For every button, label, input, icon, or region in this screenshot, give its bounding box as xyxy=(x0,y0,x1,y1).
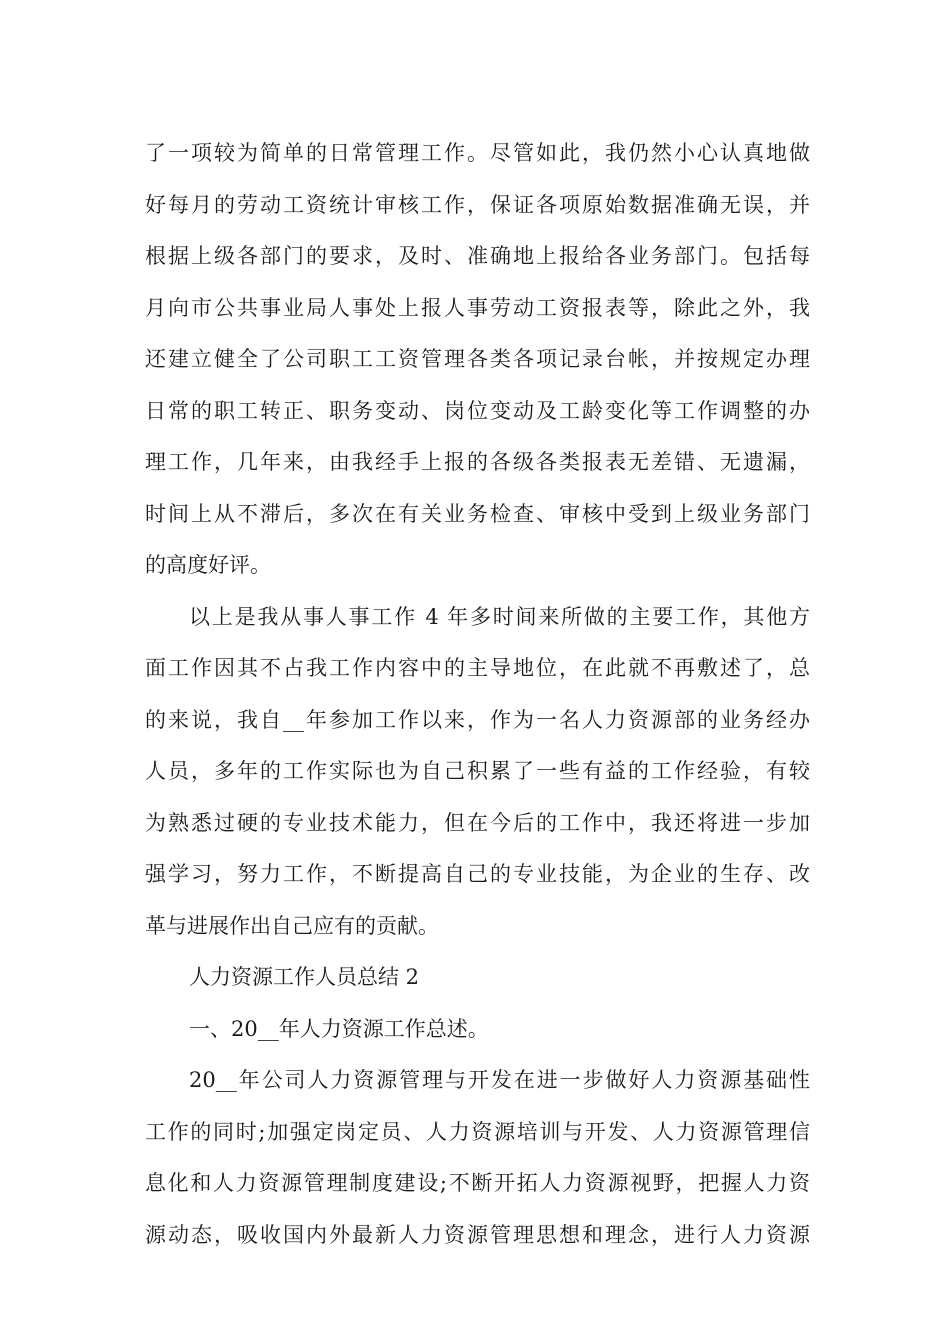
text-line-5: 还建立健全了公司职工工资管理各类各项记录台帐，并按规定办理 xyxy=(145,347,810,371)
text-line-21: 息化和人力资源管理制度建设;不断开拓人力资源视野，把握人力资 xyxy=(145,1171,810,1195)
text-line-7: 理工作，几年来，由我经手上报的各级各类报表无差错、无遗漏， xyxy=(145,450,810,474)
text-line-3: 根据上级各部门的要求，及时、准确地上报给各业务部门。包括每 xyxy=(145,244,810,268)
text-line-9: 的高度好评。 xyxy=(145,553,271,577)
text-line-1: 了一项较为简单的日常管理工作。尽管如此，我仍然小心认真地做 xyxy=(145,141,810,165)
section-heading: 人力资源工作人员总结 2 xyxy=(189,965,420,989)
subsection-heading: 一、20__年人力资源工作总述。 xyxy=(189,1016,489,1041)
text-line-6: 日常的职工转正、职务变动、岗位变动及工龄变化等工作调整的办 xyxy=(145,398,810,423)
text-line-13: 人员，多年的工作实际也为自己积累了一些有益的工作经验，有较 xyxy=(145,759,810,783)
document-body xyxy=(145,128,810,1261)
text-line-15: 强学习，努力工作，不断提高自己的专业技能，为企业的生存、改 xyxy=(145,862,810,886)
text-line-12: 的来说，我自__年参加工作以来，作为一名人力资源部的业务经办 xyxy=(145,707,810,732)
text-line-4: 月向市公共事业局人事处上报人事劳动工资报表等，除此之外，我 xyxy=(145,295,810,320)
text-line-20: 工作的同时;加强定岗定员、人力资源培训与开发、人力资源管理信 xyxy=(145,1119,810,1144)
text-line-8: 时间上从不滞后，多次在有关业务检查、审核中受到上级业务部门 xyxy=(145,501,810,526)
text-line-2: 好每月的劳动工资统计审核工作，保证各项原始数据准确无误，并 xyxy=(145,192,810,217)
text-line-22: 源动态，吸收国内外最新人力资源管理思想和理念，进行人力资源 xyxy=(145,1222,810,1247)
text-line-11: 面工作因其不占我工作内容中的主导地位，在此就不再敷述了，总 xyxy=(145,656,810,680)
text-line-16: 革与进展作出自己应有的贡献。 xyxy=(145,913,439,938)
text-line-19: 20__年公司人力资源管理与开发在进一步做好人力资源基础性 xyxy=(189,1068,810,1092)
text-line-10: 以上是我从事人事工作 4 年多时间来所做的主要工作，其他方 xyxy=(189,604,810,629)
text-line-14: 为熟悉过硬的专业技术能力，但在今后的工作中，我还将进一步加 xyxy=(145,810,810,835)
